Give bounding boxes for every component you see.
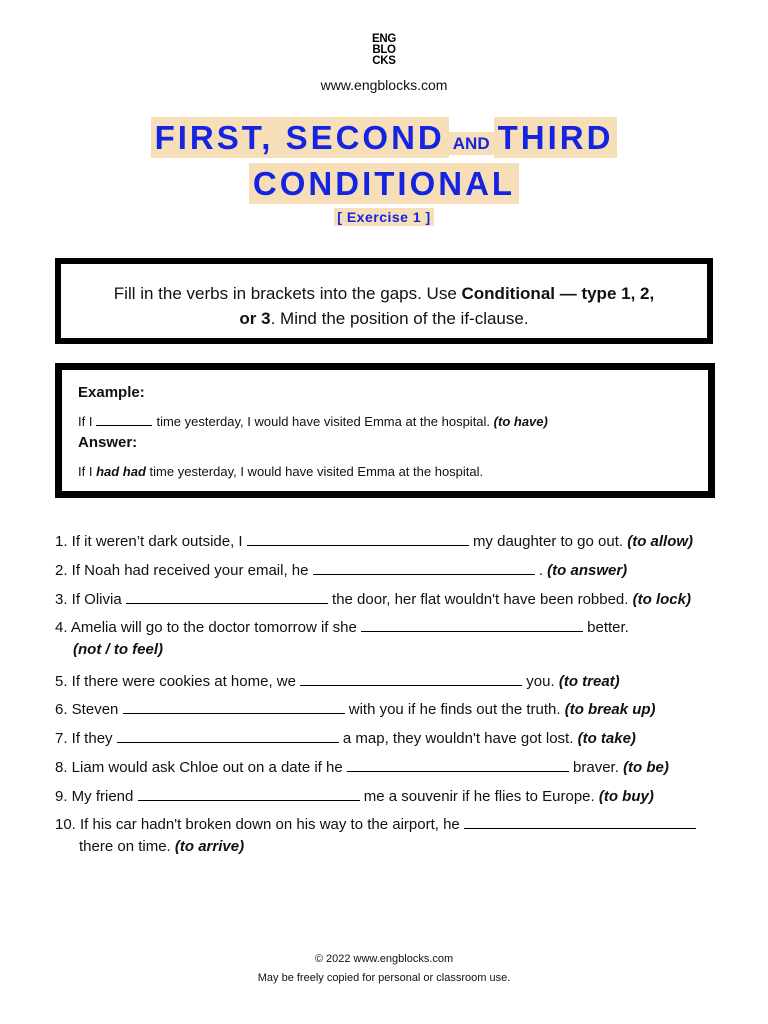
example-gap [96, 413, 152, 426]
footer-license: May be freely copied for personal or classroom use. [257, 972, 511, 984]
title-part-2: THIRD [494, 117, 618, 158]
page-title-line-1 [0, 120, 768, 162]
question-10-hint: (to arrive) [174, 838, 245, 855]
question-7-before: 7. If they [55, 730, 113, 747]
question-1-after: my daughter to go out. [472, 533, 624, 550]
question-2-hint: (to answer) [547, 562, 628, 579]
instructions-text-1: Fill in the verbs in brackets into the gaps. Use [113, 284, 462, 303]
footer-copyright: © 2022 www.engblocks.com [314, 953, 454, 965]
question-7-after: a map, they wouldn't have got lost. [342, 730, 574, 747]
title-and: AND [449, 132, 494, 155]
question-7-hint: (to take) [577, 730, 636, 747]
answer-sentence-end: time yesterday, I would have visited Emma at the hospital. [149, 464, 484, 479]
question-6-before: 6. Steven [55, 701, 119, 718]
question-4-after: better. [587, 619, 629, 636]
question-2 [55, 560, 627, 579]
question-5-blank[interactable] [300, 671, 522, 686]
example-hint: (to have) [493, 414, 548, 429]
answer-fill: had had [96, 464, 146, 479]
question-5-hint: (to treat) [558, 673, 620, 690]
question-8-blank[interactable] [347, 757, 569, 772]
question-3-blank[interactable] [126, 589, 328, 604]
question-7 [55, 728, 636, 747]
question-4-hint: (not / to feel) [73, 641, 163, 658]
question-4-blank[interactable] [361, 617, 583, 632]
instructions-bold-2: or 3 [239, 309, 271, 328]
question-9-hint: (to buy) [598, 788, 654, 805]
question-3-hint: (to lock) [632, 591, 691, 608]
question-10-before: 10. If his car hadn't broken down on his way to the airport, he [55, 816, 460, 833]
question-1-blank[interactable] [247, 531, 469, 546]
answer-sentence [78, 464, 483, 479]
answer-sentence-start: If I [78, 464, 93, 479]
instructions-box [55, 258, 713, 344]
question-2-blank[interactable] [313, 560, 535, 575]
question-8-hint: (to be) [623, 759, 669, 776]
question-8 [55, 757, 669, 776]
question-9-after: me a souvenir if he flies to Europe. [363, 788, 595, 805]
question-3-after: the door, her flat wouldn't have been robbed. [332, 591, 629, 608]
question-9-blank[interactable] [138, 786, 360, 801]
engblocks-logo [366, 34, 402, 67]
question-6-after: with you if he finds out the truth. [348, 701, 561, 718]
question-5 [55, 671, 620, 690]
title-line-2: CONDITIONAL [249, 163, 519, 204]
question-8-after: braver. [573, 759, 619, 776]
instructions-bold-1: Conditional — type 1, 2, [461, 284, 655, 303]
question-10 [55, 814, 696, 833]
question-9 [55, 786, 654, 805]
question-5-after: you. [526, 673, 555, 690]
question-5-before: 5. If there were cookies at home, we [55, 673, 296, 690]
question-2-before: 2. If Noah had received your email, he [55, 562, 309, 579]
logo-line-1: ENG [371, 33, 397, 45]
example-sentence-end: time yesterday, I would have visited Emma at the hospital. [156, 414, 491, 429]
instructions-text-2: . Mind the position of the if-clause. [270, 309, 529, 328]
question-6-hint: (to break up) [564, 701, 656, 718]
logo-line-2: BLO [372, 44, 396, 56]
question-7-blank[interactable] [117, 728, 339, 743]
question-9-before: 9. My friend [55, 788, 134, 805]
question-1-hint: (to allow) [627, 533, 694, 550]
question-10-continuation [79, 838, 244, 855]
question-1-before: 1. If it weren’t dark outside, I [55, 533, 243, 550]
question-8-before: 8. Liam would ask Chloe out on a date if he [55, 759, 343, 776]
page-title-line-2 [0, 166, 768, 202]
example-sentence [78, 413, 548, 429]
example-sentence-start: If I [78, 414, 93, 429]
answer-label: Answer: [78, 434, 138, 451]
question-10-after: there on time. [79, 838, 171, 855]
title-part-1: FIRST, SECOND [151, 117, 449, 158]
question-6-blank[interactable] [123, 699, 345, 714]
exercise-subtitle [0, 209, 768, 227]
example-box [55, 363, 715, 498]
question-3 [55, 589, 691, 608]
exercise-number: [ Exercise 1 ] [334, 208, 433, 226]
question-3-before: 3. If Olivia [55, 591, 122, 608]
question-2-after: . [538, 562, 543, 579]
example-label: Example: [78, 384, 145, 401]
question-6 [55, 699, 656, 718]
logo-line-3: CKS [372, 55, 396, 67]
question-4-before: 4. Amelia will go to the doctor tomorrow if she [55, 619, 357, 636]
question-10-blank[interactable] [464, 814, 696, 829]
site-url[interactable]: www.engblocks.com [320, 77, 448, 93]
question-1 [55, 531, 693, 550]
question-4 [55, 617, 629, 636]
